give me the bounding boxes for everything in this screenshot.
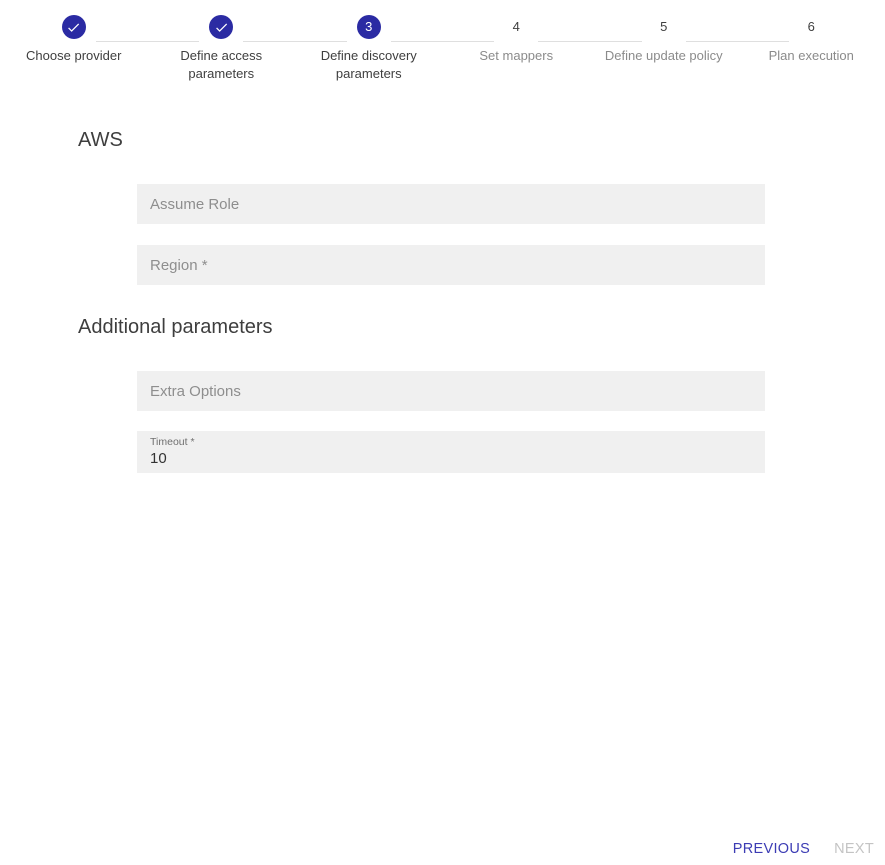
step-4-indicator bbox=[504, 15, 528, 39]
previous-button[interactable]: PREVIOUS bbox=[731, 837, 812, 861]
additional-fields bbox=[137, 371, 765, 473]
step-define-access-parameters[interactable] bbox=[148, 15, 296, 83]
step-3-number: 3 bbox=[365, 19, 373, 34]
assume-role-input[interactable] bbox=[137, 184, 765, 224]
wizard-stepper bbox=[0, 0, 885, 83]
step-1-label: Choose provider bbox=[26, 48, 122, 63]
next-button[interactable]: NEXT bbox=[832, 837, 876, 861]
step-6-label: Plan execution bbox=[768, 48, 854, 63]
step-4-number: 4 bbox=[512, 19, 520, 34]
provider-fields bbox=[137, 184, 765, 285]
step-choose-provider[interactable] bbox=[0, 15, 148, 83]
step-3-indicator bbox=[357, 15, 381, 39]
check-icon bbox=[214, 20, 229, 35]
step-6-indicator bbox=[799, 15, 823, 39]
extra-options-input[interactable] bbox=[137, 371, 765, 411]
step-plan-execution[interactable] bbox=[738, 15, 885, 83]
discovery-parameters-form bbox=[0, 129, 885, 473]
step-1-indicator bbox=[62, 15, 86, 39]
step-set-mappers[interactable] bbox=[443, 15, 591, 83]
step-define-update-policy[interactable] bbox=[590, 15, 738, 83]
timeout-field[interactable] bbox=[137, 431, 765, 473]
timeout-input[interactable] bbox=[150, 448, 752, 467]
additional-section-title: Additional parameters bbox=[78, 316, 273, 338]
region-input[interactable] bbox=[137, 245, 765, 285]
step-define-discovery-parameters[interactable] bbox=[295, 15, 443, 83]
step-6-number: 6 bbox=[807, 19, 815, 34]
provider-section-title: AWS bbox=[78, 129, 123, 151]
step-3-label: Define discovery parameters bbox=[320, 48, 417, 81]
wizard-navigation bbox=[731, 837, 876, 861]
check-icon bbox=[66, 20, 81, 35]
step-4-label: Set mappers bbox=[479, 48, 554, 63]
step-5-indicator bbox=[652, 15, 676, 39]
step-5-number: 5 bbox=[660, 19, 668, 34]
timeout-label: Timeout * bbox=[150, 436, 195, 448]
step-2-indicator bbox=[209, 15, 233, 39]
step-5-label: Define update policy bbox=[604, 48, 723, 63]
step-2-label: Define access parameters bbox=[180, 48, 263, 81]
